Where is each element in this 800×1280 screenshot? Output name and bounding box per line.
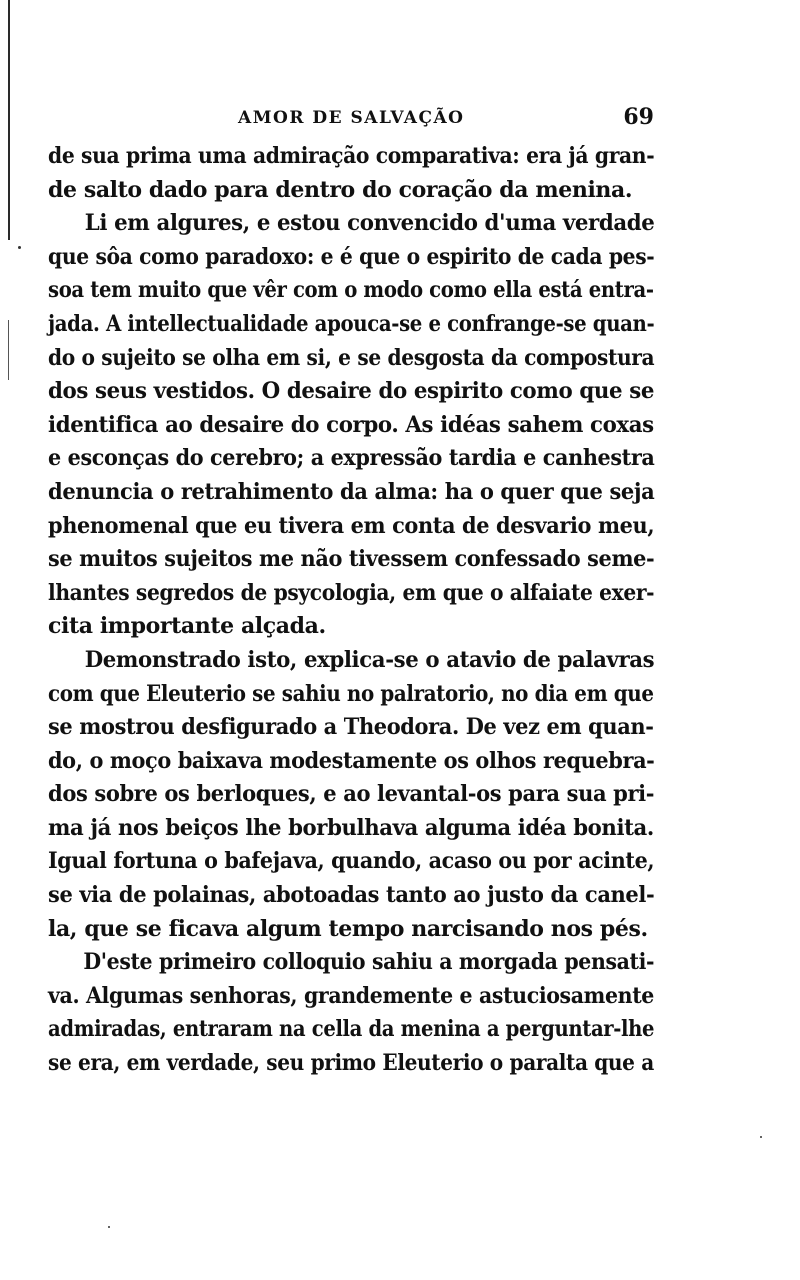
text-line: phenomenal que eu tivera em conta de desvario meu, — [48, 512, 655, 539]
text-line: do, o moço baixava modestamente os olhos requebra- — [48, 747, 655, 774]
text-line: identifica ao desaire do corpo. As idéas sahem coxas — [48, 411, 654, 438]
print-speck — [760, 1136, 762, 1138]
page-edge-rule — [8, 0, 10, 240]
text-line: se mostrou desfigurado a Theodora. De vez em quan- — [48, 714, 654, 741]
text-line: soa tem muito que vêr com o modo como ella está entra- — [48, 277, 654, 304]
page-number: 69 — [623, 104, 654, 130]
text-line: com que Eleuterio se sahiu no palratorio, no dia em que — [48, 680, 654, 707]
text-line: dos seus vestidos. O desaire do espirito como que se — [48, 378, 654, 405]
text-line: admiradas, entraram na cella da menina a perguntar-lhe — [48, 1016, 655, 1043]
text-line: de salto dado para dentro do coração da menina. — [48, 176, 633, 203]
text-line: lhantes segredos de psycologia, em que o alfaiate exer- — [48, 579, 655, 606]
text-line: que sôa como paradoxo: e é que o espirito de cada pes- — [48, 243, 655, 270]
text-line: denuncia o retrahimento da alma: ha o quer que seja — [48, 478, 655, 505]
print-speck — [108, 1226, 110, 1228]
text-line: ma já nos beiços lhe borbulhava alguma idéa bonita. — [48, 814, 654, 841]
text-line: se era, em verdade, seu primo Eleuterio o paralta que a — [48, 1050, 654, 1077]
paragraph-first-line: Demonstrado isto, explica-se o atavio de palavras — [84, 646, 655, 673]
text-line: de sua prima uma admiração comparativa: era já gran- — [48, 143, 655, 169]
page-edge-rule-lower — [8, 320, 9, 380]
text-line: dos sobre os berloques, e ao levantal-os para sua pri- — [48, 781, 655, 808]
text-line: se via de polainas, abotoadas tanto ao justo da canel- — [48, 882, 655, 909]
text-line: cita importante alçada. — [48, 613, 326, 640]
paragraph-first-line: Li em algures, e estou convencido d'uma verdade — [84, 210, 655, 237]
page-header — [48, 104, 654, 134]
text-line: la, que se ficava algum tempo narcisando nos pés. — [48, 915, 648, 942]
text-line: se muitos sujeitos me não tivessem confessado seme- — [48, 546, 655, 573]
body-text — [48, 140, 654, 1081]
paragraph-first-line: D'este primeiro colloquio sahiu a morgada pensati- — [83, 949, 655, 976]
text-line: do o sujeito se olha em si, e se desgosta da compostura — [48, 344, 655, 371]
text-line: e esconças do cerebro; a expressão tardia e canhestra — [48, 445, 655, 472]
text-line: va. Algumas senhoras, grandemente e astuciosamente — [48, 982, 654, 1009]
running-title: AMOR DE SALVAÇÃO — [238, 108, 465, 128]
text-line: jada. A intellectualidade apouca-se e confrange-se quan- — [48, 310, 655, 337]
text-line: Igual fortuna o bafejava, quando, acaso ou por acinte, — [48, 848, 655, 875]
print-speck — [18, 246, 21, 249]
